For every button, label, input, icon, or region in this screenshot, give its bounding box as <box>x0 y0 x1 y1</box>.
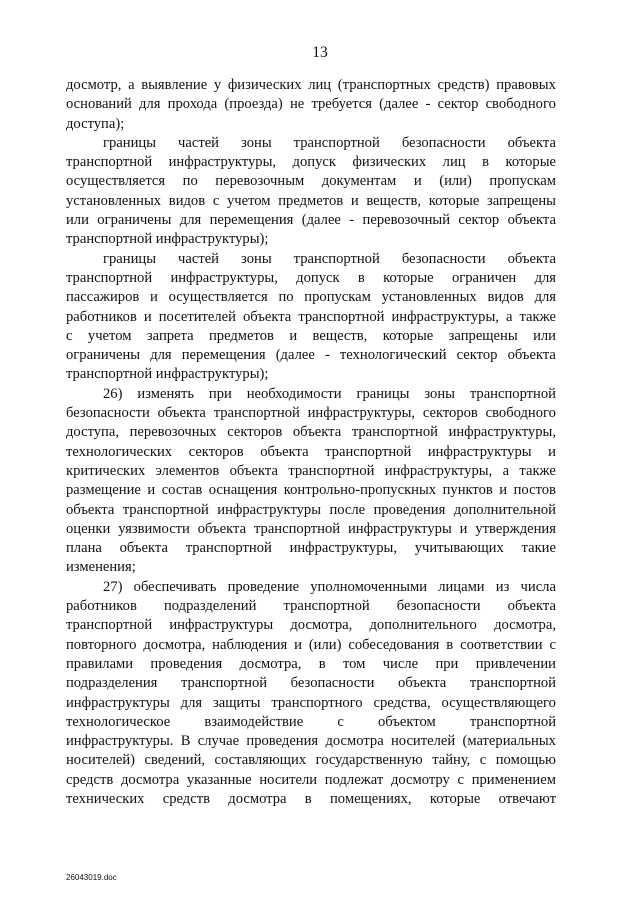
word: объекта <box>397 675 447 692</box>
word: объектом <box>377 713 436 730</box>
word: В <box>180 733 191 750</box>
word: транспортной <box>283 598 370 615</box>
word: средств <box>162 790 210 807</box>
word: сведений, <box>144 752 206 769</box>
word: или <box>533 327 556 344</box>
word: границы <box>356 385 410 402</box>
word: 26) <box>103 385 123 402</box>
word: инфраструктуры, <box>384 462 493 479</box>
word: объекта <box>229 462 278 479</box>
word: досмотра <box>120 771 180 788</box>
page-number: 13 <box>312 44 328 61</box>
word: при <box>208 385 232 402</box>
word: привлечении <box>475 655 556 672</box>
word: объекта <box>242 308 292 325</box>
word: тайну, <box>432 752 471 769</box>
word: зоны <box>424 385 455 402</box>
word: предметов <box>278 192 344 209</box>
text-line: транспортной инфраструктуры); <box>66 231 269 248</box>
word: для <box>180 694 203 711</box>
word: в <box>318 655 326 672</box>
text-line <box>66 655 556 674</box>
word: безопасности <box>290 675 375 692</box>
word: выявление <box>141 77 208 93</box>
word: установленных <box>381 289 477 306</box>
word: транспортной <box>325 443 412 460</box>
word: объекта <box>260 443 309 460</box>
word: также <box>519 308 556 325</box>
word: инфраструктуры, <box>307 405 416 422</box>
word: зоны <box>241 250 272 267</box>
word: случае <box>197 733 240 750</box>
word: или <box>66 212 89 229</box>
word: досмотра <box>228 790 287 807</box>
word: и <box>143 308 152 325</box>
word: секторов <box>227 424 283 441</box>
word: для <box>179 212 202 229</box>
word: (далее <box>379 96 419 113</box>
text-line <box>66 250 556 269</box>
word: досмотру <box>390 771 450 788</box>
word: инфраструктуры <box>66 694 170 711</box>
word: объекта <box>157 405 206 422</box>
word: оснащения <box>208 482 278 499</box>
word: помещениях, <box>330 790 412 807</box>
word: пропускам <box>489 173 556 190</box>
word: которые <box>429 790 481 807</box>
word: (или) <box>308 636 342 653</box>
word: средств <box>66 771 114 788</box>
word: сектор <box>458 212 500 229</box>
word: объекта <box>66 501 115 518</box>
word: после <box>329 501 366 518</box>
word: объекта <box>292 424 342 441</box>
word: уполномоченными <box>310 578 428 595</box>
word: и <box>147 482 156 499</box>
word: (или) <box>439 173 472 190</box>
word: досмотра <box>325 733 384 750</box>
text-line <box>66 385 556 404</box>
word: утверждения <box>475 520 556 537</box>
word: инфраструктуры, <box>391 308 499 325</box>
text-line <box>66 790 556 809</box>
word: которые <box>505 154 556 171</box>
text-line <box>66 539 556 558</box>
text-line <box>66 578 556 597</box>
word: дополнительного <box>369 617 477 634</box>
word: досмотра, <box>494 617 556 634</box>
text-line <box>66 211 556 230</box>
word: в <box>357 269 365 286</box>
word: безопасности <box>401 134 486 151</box>
word: учитывающих <box>414 540 504 557</box>
word: (проезда) <box>224 96 283 113</box>
word: с <box>549 636 556 653</box>
word: такие <box>521 540 556 557</box>
word: транспортной <box>180 675 268 692</box>
word: указанные <box>186 771 252 788</box>
document-body <box>66 76 556 809</box>
word: допуск <box>296 269 340 286</box>
word: технических <box>66 790 145 807</box>
word: безопасности <box>401 250 486 267</box>
text-line <box>66 636 556 655</box>
word: транспортной <box>293 250 380 267</box>
word: частей <box>178 134 219 151</box>
word: объекта <box>119 540 168 557</box>
word: безопасности <box>66 405 150 422</box>
word: допуск <box>292 154 336 171</box>
word: и <box>413 173 422 190</box>
word: досмотр, <box>66 77 122 93</box>
word: наблюдения <box>212 636 288 653</box>
word: транспортной <box>185 540 272 557</box>
word: видов <box>487 289 524 306</box>
word: (далее <box>301 212 341 229</box>
word: проведения <box>150 655 223 672</box>
word: объекта <box>507 212 556 229</box>
word: 27) <box>103 578 123 595</box>
word: запрещены <box>448 327 518 344</box>
word: государственную <box>315 752 423 769</box>
word: перевозочный <box>362 212 451 229</box>
word: в <box>482 154 489 171</box>
text-line <box>66 423 556 442</box>
word: пунктов <box>442 482 493 499</box>
text-line <box>66 443 556 462</box>
word: сектор <box>456 347 498 364</box>
word: правилами <box>66 655 134 672</box>
word: зоны <box>241 134 272 151</box>
word: состав <box>161 482 203 499</box>
word: частей <box>178 250 219 267</box>
word: веществ, <box>312 327 368 344</box>
word: документам <box>321 173 397 190</box>
word: носители <box>259 771 318 788</box>
word: и <box>150 289 158 306</box>
text-line <box>66 751 556 770</box>
word: транспортной <box>469 713 556 730</box>
word: веществ, <box>366 192 422 209</box>
word: уязвимости <box>118 520 190 537</box>
word: с <box>212 192 220 209</box>
word: плана <box>66 540 102 557</box>
word: лиц <box>442 154 466 171</box>
word: проведение <box>227 578 300 595</box>
word: с <box>337 713 344 730</box>
word: транспортной <box>66 269 153 286</box>
text-line <box>66 172 556 191</box>
word: а <box>128 77 135 93</box>
word: учетом <box>226 192 271 209</box>
text-line <box>66 192 556 211</box>
text-line <box>66 597 556 616</box>
word: дополнительной <box>453 501 556 518</box>
text-line <box>66 153 556 172</box>
word: технологических <box>66 443 173 460</box>
word: из <box>495 578 510 595</box>
word: осуществляется <box>168 289 268 306</box>
word: с <box>457 771 464 788</box>
word: объекта <box>197 520 247 537</box>
word: собеседования <box>348 636 440 653</box>
word: применением <box>471 771 556 788</box>
word: а <box>502 462 510 479</box>
text-line <box>66 462 556 481</box>
word: технологическое <box>66 713 171 730</box>
text-line <box>66 346 556 365</box>
word: размещение <box>66 482 141 499</box>
word: носителей <box>390 733 456 750</box>
word: предметов <box>208 327 274 344</box>
text-line <box>66 520 556 539</box>
text-line <box>66 616 556 635</box>
word: взаимодействие <box>204 713 304 730</box>
word: физических <box>352 154 427 171</box>
word: лицами <box>438 578 485 595</box>
word: осуществляется <box>66 173 166 190</box>
word: секторов <box>422 405 478 422</box>
word: постов <box>513 482 556 499</box>
word: том <box>342 655 366 672</box>
text-line <box>66 771 556 790</box>
word: транспортной <box>66 154 153 171</box>
word: досмотра, <box>143 636 206 653</box>
word: в <box>446 636 454 653</box>
text-line: доступа); <box>66 115 125 132</box>
word: перевозочным <box>215 173 305 190</box>
word: средств) <box>437 77 490 93</box>
word: границы <box>103 134 156 151</box>
word: отвечают <box>498 790 556 807</box>
word: транспортной <box>122 501 209 518</box>
word: свободного <box>485 96 556 113</box>
word: подразделения <box>66 675 158 692</box>
word: у <box>213 77 222 93</box>
word: элементов <box>155 462 220 479</box>
word: не <box>289 96 305 113</box>
word: перемещения <box>209 212 294 229</box>
word: числа <box>520 578 556 595</box>
word: пассажиров <box>66 289 140 306</box>
text-line <box>66 694 556 713</box>
word: - <box>324 347 330 364</box>
word: безопасности <box>396 598 481 615</box>
word: ограничены <box>97 212 172 229</box>
word: границы <box>103 250 156 267</box>
word: инфраструктуры, <box>168 154 277 171</box>
word: прохода <box>167 96 218 113</box>
word: - <box>425 96 431 113</box>
word: контрольно-пропускных <box>283 482 437 499</box>
word: оценки <box>66 520 111 537</box>
word: установленных <box>66 192 162 209</box>
word: запрета <box>146 327 194 344</box>
text-line <box>66 134 556 153</box>
word: требуется <box>311 96 372 113</box>
word: транспортной <box>298 308 385 325</box>
word: подразделений <box>163 598 257 615</box>
text-line <box>66 732 556 751</box>
word: осуществляющего <box>441 694 556 711</box>
word: транспортной <box>66 617 153 634</box>
word: - <box>349 212 355 229</box>
word: подлежат <box>324 771 384 788</box>
text-line <box>66 288 556 307</box>
text-line: изменения; <box>66 559 136 576</box>
word: инфраструктуры. <box>66 733 174 750</box>
word: инфраструктуры, <box>170 269 278 286</box>
word: досмотра, <box>239 655 302 672</box>
text-line <box>66 269 556 288</box>
word: сектор <box>437 96 479 113</box>
word: которые <box>382 327 434 344</box>
text-line <box>66 308 556 327</box>
word: видов <box>168 192 206 209</box>
text-line <box>66 501 556 520</box>
word: работников <box>66 308 137 325</box>
word: (далее <box>275 347 315 364</box>
word: инфраструктуры <box>347 520 452 537</box>
word: и <box>350 192 359 209</box>
word: изменять <box>137 385 194 402</box>
word: числе <box>382 655 419 672</box>
word: запрещены <box>486 192 556 209</box>
word: для <box>534 269 556 286</box>
word: ограничены <box>66 347 141 364</box>
word: доступа, <box>66 424 119 441</box>
word: для <box>139 96 161 113</box>
word: также <box>519 462 556 479</box>
word: оснований <box>66 96 132 113</box>
word: с <box>66 327 73 344</box>
word: повторного <box>66 636 137 653</box>
word: по <box>278 289 294 306</box>
word: инфраструктуры, <box>289 540 397 557</box>
word: правовых <box>496 77 556 93</box>
word: критических <box>66 462 146 479</box>
text-line <box>66 95 556 114</box>
word: перемещения <box>181 347 266 364</box>
word: технологический <box>339 347 447 364</box>
word: проведения <box>373 501 446 518</box>
word: транспортной <box>288 462 375 479</box>
word: соответствии <box>460 636 543 653</box>
word: и <box>294 636 302 653</box>
word: пропускам <box>304 289 371 306</box>
word: защиты <box>212 694 261 711</box>
word: транспортной <box>253 520 341 537</box>
word: физических <box>227 77 302 93</box>
word: и <box>499 482 508 499</box>
word: транспортной <box>293 134 380 151</box>
word: посетителей <box>158 308 236 325</box>
word: свободного <box>485 405 556 422</box>
word: проведения <box>246 733 319 750</box>
word: лиц <box>308 77 332 93</box>
word: ограничен <box>451 269 517 286</box>
word: транспортного <box>271 694 363 711</box>
text-line: транспортной инфраструктуры); <box>66 366 269 383</box>
word: для <box>150 347 172 364</box>
footer-doc-code: 26043019.doc <box>66 873 117 882</box>
word: и <box>548 443 556 460</box>
word: объекта <box>507 347 556 364</box>
word: (материальных <box>462 733 556 750</box>
word: по <box>182 173 198 190</box>
word: (транспортных <box>337 77 431 93</box>
word: необходимости <box>246 385 342 402</box>
word: инфраструктуры, <box>448 424 556 441</box>
word: транспортной <box>351 424 438 441</box>
word: секторов <box>188 443 244 460</box>
word: носителей) <box>66 752 136 769</box>
word: транспортной <box>469 675 556 692</box>
word: с <box>479 752 487 769</box>
word: в <box>304 790 312 807</box>
word: учетом <box>87 327 132 344</box>
word: транспортной <box>213 405 300 422</box>
word: объекта <box>507 598 556 615</box>
word: а <box>505 308 513 325</box>
text-line <box>66 713 556 732</box>
text-line <box>66 76 556 95</box>
word: объекта <box>507 250 556 267</box>
word: составляющих <box>214 752 307 769</box>
word: которые <box>383 269 434 286</box>
word: инфраструктуры <box>217 501 322 518</box>
text-line <box>66 404 556 423</box>
word: средства, <box>373 694 431 711</box>
word: транспортной <box>469 385 556 402</box>
word: обеспечивать <box>133 578 217 595</box>
word: инфраструктуры <box>169 617 274 634</box>
word: досмотра, <box>290 617 353 634</box>
text-line <box>66 674 556 693</box>
text-line <box>66 327 556 346</box>
text-line <box>66 481 556 500</box>
word: и <box>289 327 298 344</box>
word: для <box>534 289 556 306</box>
word: объекта <box>507 134 556 151</box>
word: помощью <box>495 752 556 769</box>
word: перевозочных <box>129 424 217 441</box>
word: инфраструктуры <box>427 443 532 460</box>
word: и <box>459 520 468 537</box>
word: работников <box>66 598 137 615</box>
word: которые <box>428 192 480 209</box>
word: при <box>435 655 459 672</box>
